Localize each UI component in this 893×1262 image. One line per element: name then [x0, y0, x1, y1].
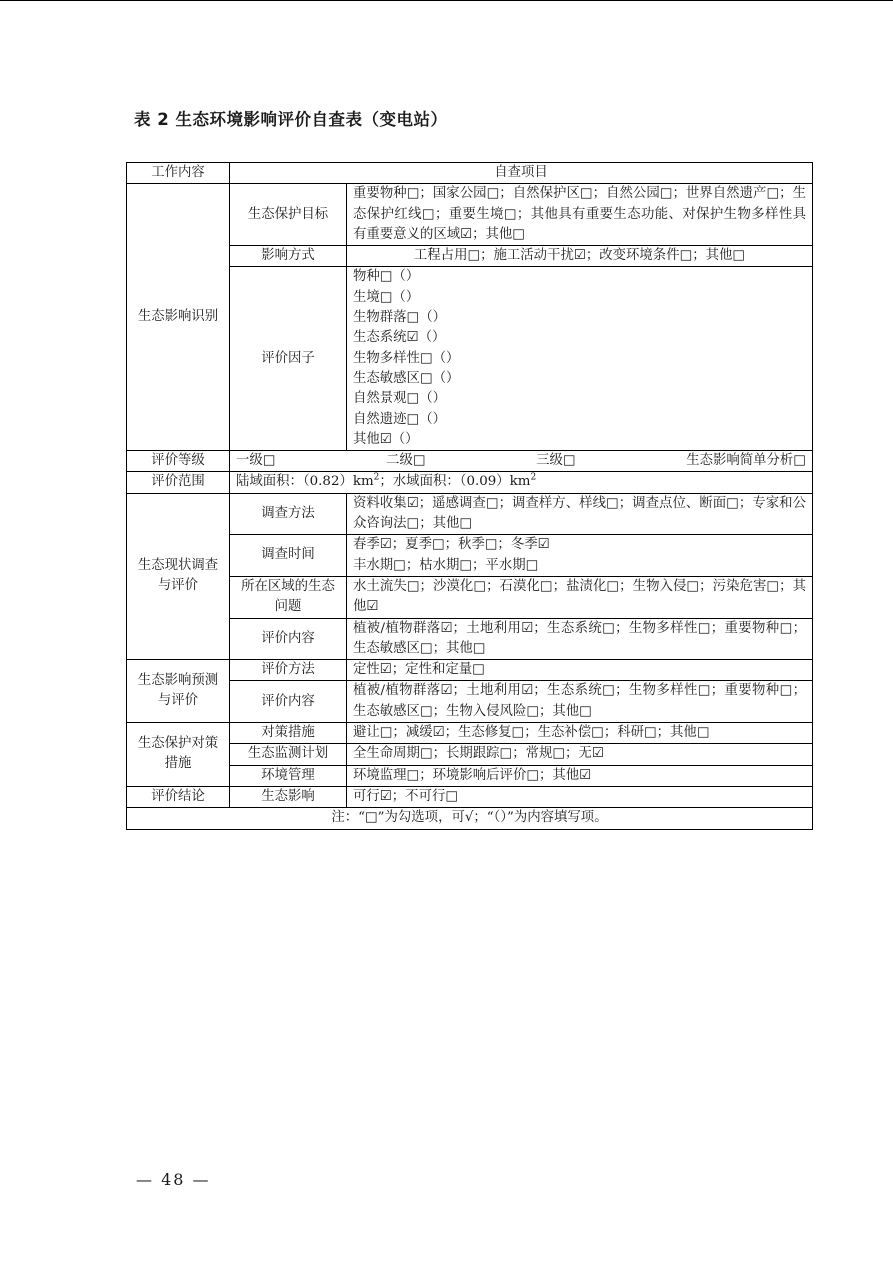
table-row	[127, 681, 813, 723]
list-item: 自然景观□（）	[353, 391, 446, 407]
row-label: 调查时间	[230, 535, 347, 577]
row-label: 调查方法	[230, 493, 347, 535]
group-label-current-status: 生态现状调查与评价	[127, 493, 230, 659]
row-content: 全生命周期□；长期跟踪□；常规□；无☑	[347, 744, 813, 765]
row-label: 评价内容	[230, 618, 347, 660]
unit-superscript: 2	[530, 472, 537, 483]
grade-option: 生态影响简单分析□	[686, 453, 806, 469]
table-row	[127, 723, 813, 744]
header-work-content: 工作内容	[127, 163, 230, 184]
table-row	[127, 765, 813, 786]
land-area: 陆域面积：（0.82）km	[236, 474, 374, 490]
row-label-scope: 评价范围	[127, 472, 230, 493]
list-item: 生态系统☑（）	[353, 330, 446, 346]
group-label-prediction: 生态影响预测与评价	[127, 660, 230, 723]
factor-list	[347, 267, 813, 451]
table-row	[127, 786, 813, 807]
group-label-impact-identification: 生态影响识别	[127, 184, 230, 451]
list-item: 生物多样性□（）	[353, 350, 460, 366]
group-label-conclusion: 评价结论	[127, 786, 230, 807]
row-content: 可行☑；不可行□	[347, 786, 813, 807]
row-content: 水土流失□；沙漠化□；石漠化□；盐渍化□；生物入侵□；污染危害□；其他☑	[347, 576, 813, 618]
table-title: 表 2 生态环境影响评价自查表（变电站）	[134, 110, 448, 129]
list-item: 生物群落□（）	[353, 310, 446, 326]
row-content: 植被/植物群落☑；土地利用☑；生态系统□；生物多样性□；重要物种□；生态敏感区□；其他□	[347, 618, 813, 660]
row-label: 生态保护目标	[230, 184, 347, 246]
row-label: 生态监测计划	[230, 744, 347, 765]
row-label: 影响方式	[230, 246, 347, 267]
row-label-grade: 评价等级	[127, 451, 230, 472]
grade-option: 二级□	[386, 453, 426, 469]
page-top-border	[0, 0, 893, 1]
table-row	[127, 184, 813, 246]
table-row	[127, 535, 813, 577]
list-item: 自然遗迹□（）	[353, 411, 446, 427]
list-item: 物种□（）	[353, 269, 420, 285]
row-label: 对策措施	[230, 723, 347, 744]
table-row	[127, 451, 813, 472]
self-check-table	[126, 162, 813, 830]
row-label: 评价方法	[230, 660, 347, 681]
scope-content	[230, 472, 813, 493]
row-content: 环境监理□；环境影响后评价□；其他☑	[347, 765, 813, 786]
row-content: 资料收集☑；遥感调查□；调查样方、样线□；调查点位、断面□；专家和公众咨询法□；其他□	[347, 493, 813, 535]
unit-superscript: 2	[373, 472, 380, 483]
row-label: 环境管理	[230, 765, 347, 786]
row-label: 生态影响	[230, 786, 347, 807]
table-row	[127, 493, 813, 535]
header-check-items: 自查项目	[230, 163, 813, 184]
table-row	[127, 267, 813, 451]
season-line: 春季☑；夏季□；秋季□；冬季☑	[353, 537, 550, 553]
grade-option: 一级□	[236, 453, 276, 469]
row-content: 定性☑；定性和定量□	[347, 660, 813, 681]
page-number: — 48 —	[136, 1170, 211, 1189]
table-row	[127, 660, 813, 681]
note-row	[127, 808, 813, 829]
list-item: 生境□（）	[353, 289, 420, 305]
grade-option: 三级□	[536, 453, 576, 469]
row-label: 评价内容	[230, 681, 347, 723]
list-item: 生态敏感区□（）	[353, 370, 460, 386]
row-content: 避让□；减缓☑；生态修复□；生态补偿□；科研□；其他□	[347, 723, 813, 744]
table-row	[127, 472, 813, 493]
table-row	[127, 618, 813, 660]
row-content: 重要物种□；国家公园□；自然保护区□；自然公园□；世界自然遗产□；生态保护红线□；重要生境□；其他具有重要生态功能、对保护生物多样性具有重要意义的区域☑；其他□	[347, 184, 813, 246]
table-row	[127, 744, 813, 765]
row-content: 工程占用□；施工活动干扰☑；改变环境条件□；其他□	[347, 246, 813, 267]
row-label: 所在区域的生态问题	[230, 576, 347, 618]
water-period-line: 丰水期□；枯水期□；平水期□	[353, 557, 539, 573]
table-row	[127, 246, 813, 267]
row-content	[347, 535, 813, 577]
header-row	[127, 163, 813, 184]
row-label: 评价因子	[230, 267, 347, 451]
water-area: ；水域面积：（0.09）km	[379, 474, 531, 490]
group-label-protection: 生态保护对策措施	[127, 723, 230, 787]
row-content: 植被/植物群落☑；土地利用☑；生态系统□；生物多样性□；重要物种□；生态敏感区□；生物入侵风险□；其他□	[347, 681, 813, 723]
grade-options	[230, 451, 813, 472]
list-item: 其他☑（）	[353, 431, 419, 447]
table-note: 注：“□”为勾选项，可√；“（）”为内容填写项。	[127, 808, 813, 829]
table-row	[127, 576, 813, 618]
